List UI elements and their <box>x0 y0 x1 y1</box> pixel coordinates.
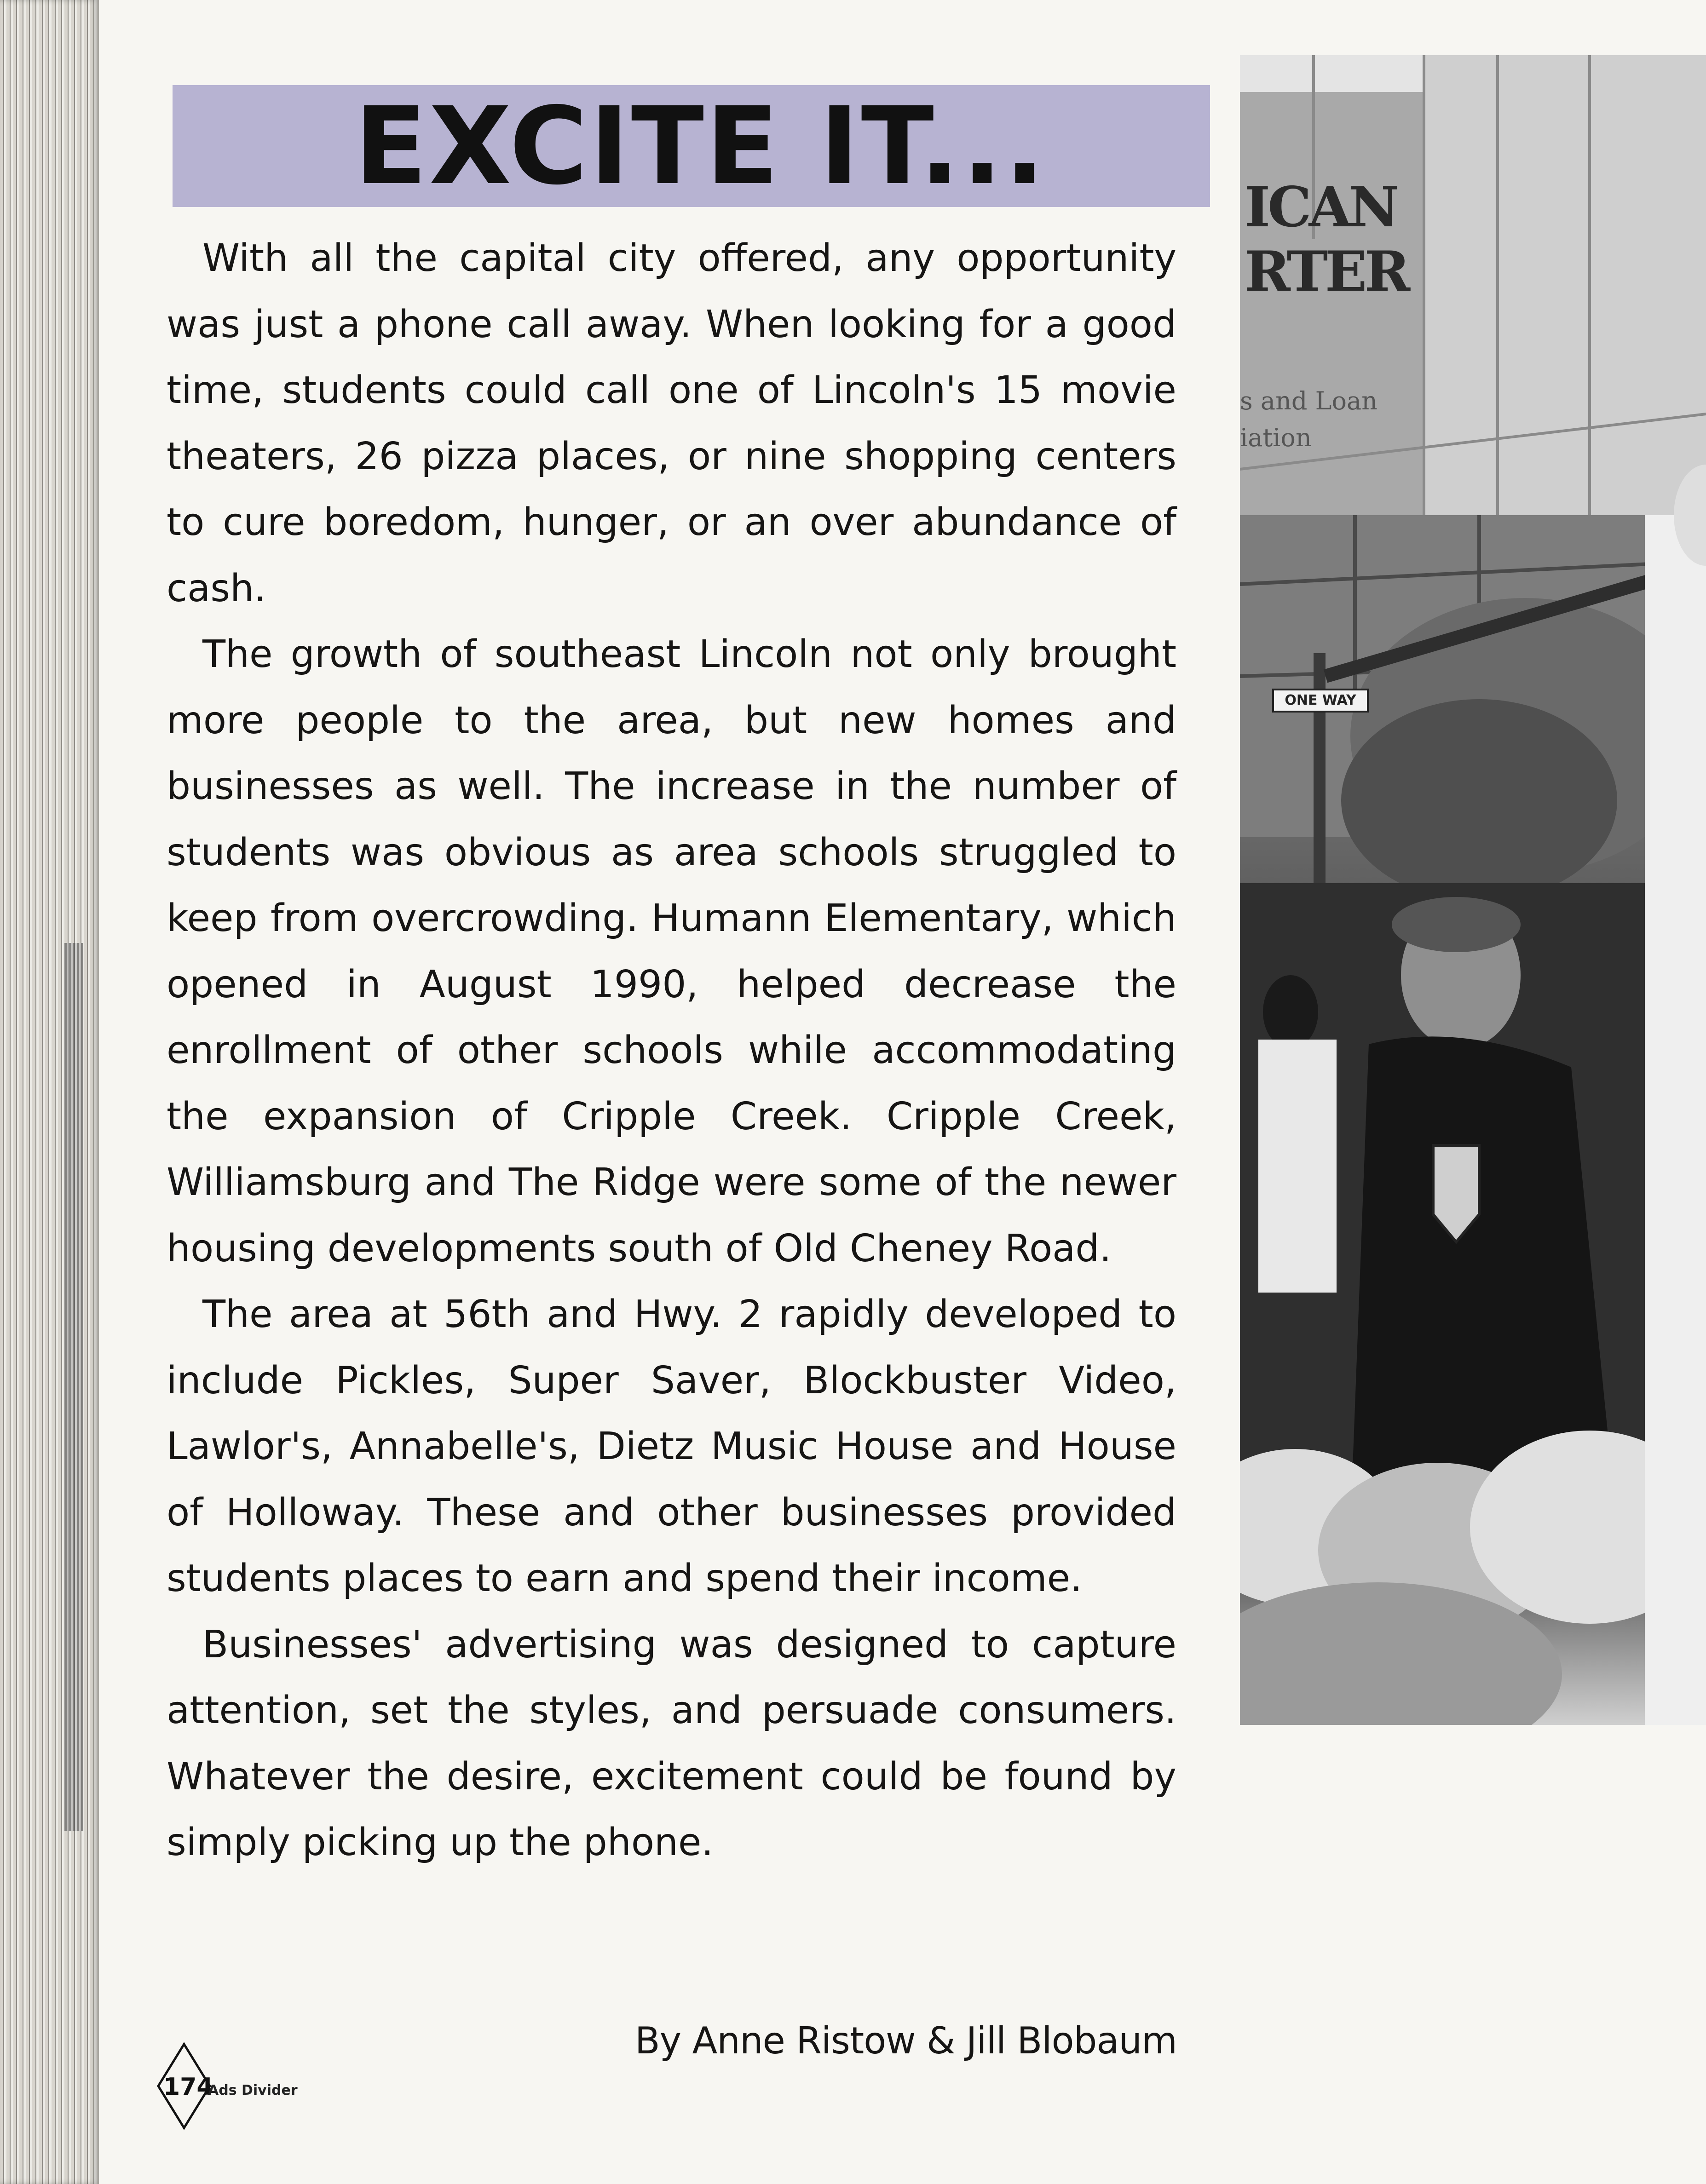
building-sign-line-1: ICAN <box>1245 175 1397 240</box>
street-photo <box>1240 55 1706 1725</box>
binding-shadow <box>64 943 83 1831</box>
page-number: 174 <box>163 2073 213 2101</box>
building-sign-small-1: s and Loan <box>1240 386 1377 415</box>
title-band <box>173 85 1210 207</box>
building-sign-line-2: RTER <box>1245 239 1408 304</box>
page-title: EXCITE IT... <box>354 84 1047 208</box>
photo-scene <box>1240 55 1706 1725</box>
paragraph-4: Businesses' advertising was designed to capture attention, set the styles, and persuade consumers. Whatever the desire, excitement could be found by simply picking up the phone. <box>167 1622 1176 1864</box>
paragraph-2: The growth of southeast Lincoln not only brought more people to the area, but new homes and businesses as well. The increase in the number of students was obvious as area schools struggled to keep from overcrowding. Humann Elementary, which opened in August 1990, helped decrease the enrollment of other schools while accommodating the expansion of Cripple Creek. Cripple Creek, Williamsburg and The Ridge were some of the newer housing developments south of Old Cheney Road. <box>167 632 1176 1270</box>
article-body <box>167 225 1176 1876</box>
book-binding-edges <box>0 0 99 2184</box>
paragraph-3: The area at 56th and Hwy. 2 rapidly developed to include Pickles, Super Saver, Blockbuster Video, Lawlor's, Annabelle's, Dietz Music House and House of Holloway. These and other businesses provided students places to earn and spend their income. <box>167 1293 1176 1600</box>
one-way-sign: ONE WAY <box>1272 689 1369 713</box>
paragraph-1: With all the capital city offered, any opportunity was just a phone call away. When looking for a good time, students could call one of Lincoln's 15 movie theaters, 26 pizza places, or nine shopping centers to cure boredom, hunger, or an over abundance of cash. <box>167 236 1176 610</box>
byline: By Anne Ristow & Jill Blobaum <box>634 2019 1177 2062</box>
section-label: Ads Divider <box>208 2082 298 2098</box>
building-sign-small-2: iation <box>1240 423 1312 452</box>
